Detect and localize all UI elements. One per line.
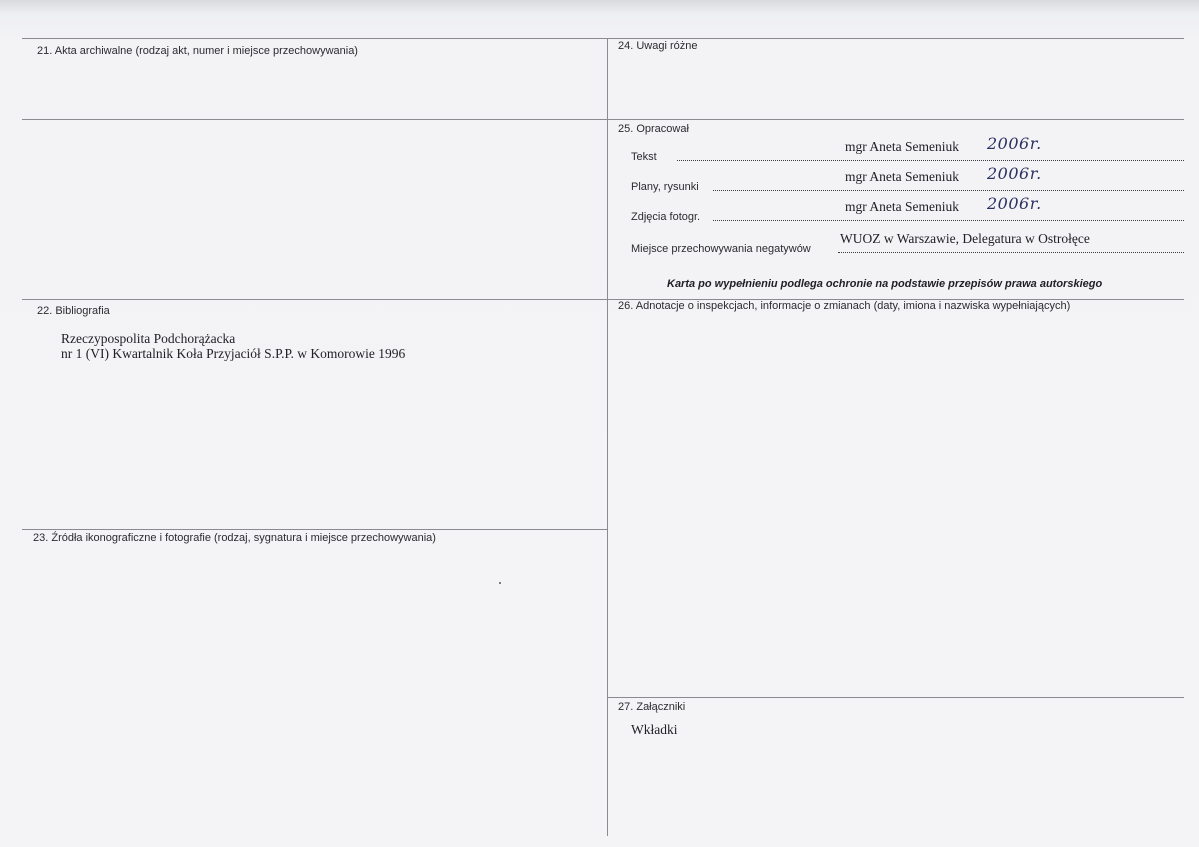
section-21-label: 21. Akta archiwalne (rodzaj akt, numer i miejsce przechowywania) (37, 45, 358, 57)
section-24-label: 24. Uwagi różne (618, 40, 698, 52)
row-text-value: mgr Aneta Semeniuk (845, 139, 959, 154)
row-text-label: Tekst (631, 151, 657, 163)
row-negatives-dots (838, 252, 1184, 253)
divider-24-25 (22, 119, 1184, 120)
row-negatives-label: Miejsce przechowywania negatywów (631, 243, 811, 255)
row-plans-signature: 2006r. (987, 164, 1042, 183)
bibliography-entry-2: nr 1 (VI) Kwartalnik Koła Przyjaciół S.P.P. w Komorowie 1996 (61, 346, 406, 361)
section-27-label: 27. Załączniki (618, 701, 686, 713)
section-26-label: 26. Adnotacje o inspekcjach, informacje o zmianach (daty, imiona i nazwiska wypełniających) (618, 300, 1071, 312)
row-plans-dots (713, 190, 1184, 191)
row-photos-label: Zdjęcia fotogr. (631, 211, 701, 223)
top-border (22, 38, 1184, 39)
section-23-label: 23. Źródła ikonograficzne i fotografie (rodzaj, sygnatura i miejsce przechowywania) (33, 532, 436, 544)
center-divider (607, 38, 608, 836)
row-photos-value: mgr Aneta Semeniuk (845, 199, 959, 214)
row-text-signature: 2006r. (987, 134, 1042, 153)
row-text-dots (677, 160, 1184, 161)
row-negatives-value: WUOZ w Warszawie, Delegatura w Ostrołęce (840, 231, 1090, 246)
copyright-note: Karta po wypełnieniu podlega ochronie na podstawie przepisów prawa autorskiego (667, 278, 1103, 290)
row-plans-value: mgr Aneta Semeniuk (845, 169, 959, 184)
attachments-value: Wkładki (631, 722, 678, 737)
paper-speck (499, 582, 501, 584)
bibliography-entry-1: Rzeczypospolita Podchorążacka (61, 331, 236, 346)
divider-26-27 (607, 697, 1184, 698)
section-25-label: 25. Opracował (618, 123, 689, 135)
row-photos-dots (713, 220, 1184, 221)
row-plans-label: Plany, rysunki (631, 181, 699, 193)
divider-22-23 (22, 529, 607, 530)
row-photos-signature: 2006r. (987, 194, 1042, 213)
section-22-label: 22. Bibliografia (37, 305, 110, 317)
